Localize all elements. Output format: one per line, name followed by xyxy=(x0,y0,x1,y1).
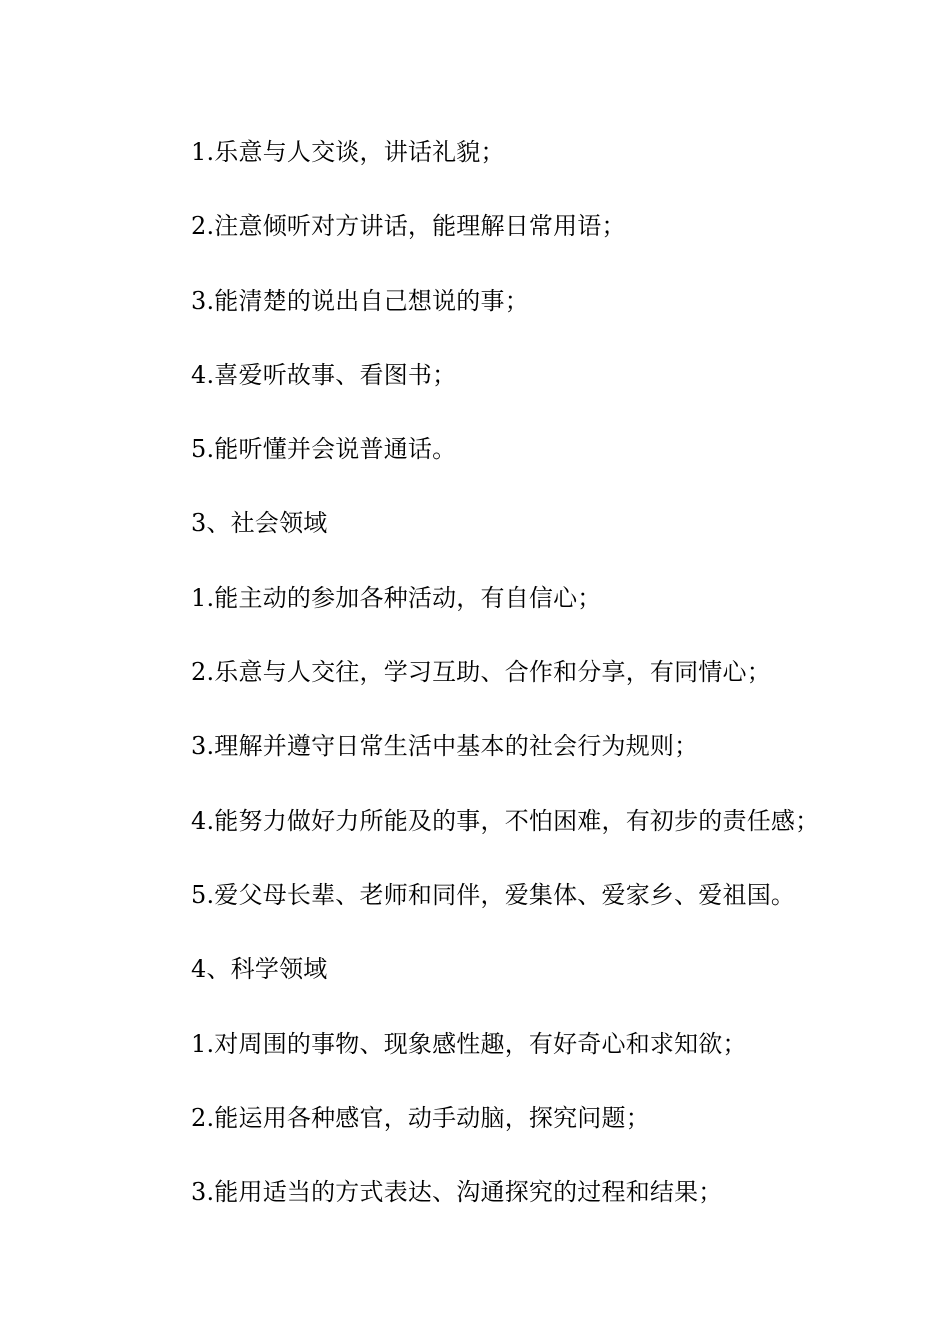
social-goal-4: 4.能努力做好力所能及的事，不怕困难，有初步的责任感； xyxy=(191,806,820,835)
section-heading-science: 4、科学领域 xyxy=(191,955,328,984)
science-goal-3: 3.能用适当的方式表达、沟通探究的过程和结果； xyxy=(191,1178,723,1207)
language-goal-5: 5.能听懂并会说普通话。 xyxy=(191,435,457,464)
science-goal-1: 1.对周围的事物、现象感性趣，有好奇心和求知欲； xyxy=(191,1029,747,1058)
social-goal-2: 2.乐意与人交往，学习互助、合作和分享，有同情心； xyxy=(191,658,771,687)
science-goal-2: 2.能运用各种感官，动手动脑，探究问题； xyxy=(191,1103,650,1132)
social-goal-3: 3.理解并遵守日常生活中基本的社会行为规则； xyxy=(191,732,699,761)
document-text-body xyxy=(191,134,891,1248)
language-goal-1: 1.乐意与人交谈，讲话礼貌； xyxy=(191,138,505,166)
social-goal-5: 5.爱父母长辈、老师和同伴，爱集体、爱家乡、爱祖国。 xyxy=(191,880,796,909)
section-heading-social: 3、社会领域 xyxy=(191,509,328,538)
language-goal-4: 4.喜爱听故事、看图书； xyxy=(191,360,457,389)
language-goal-2: 2.注意倾听对方讲话，能理解日常用语； xyxy=(191,212,626,241)
social-goal-1: 1.能主动的参加各种活动，有自信心； xyxy=(191,583,602,612)
language-goal-3: 3.能清楚的说出自己想说的事； xyxy=(191,286,529,315)
